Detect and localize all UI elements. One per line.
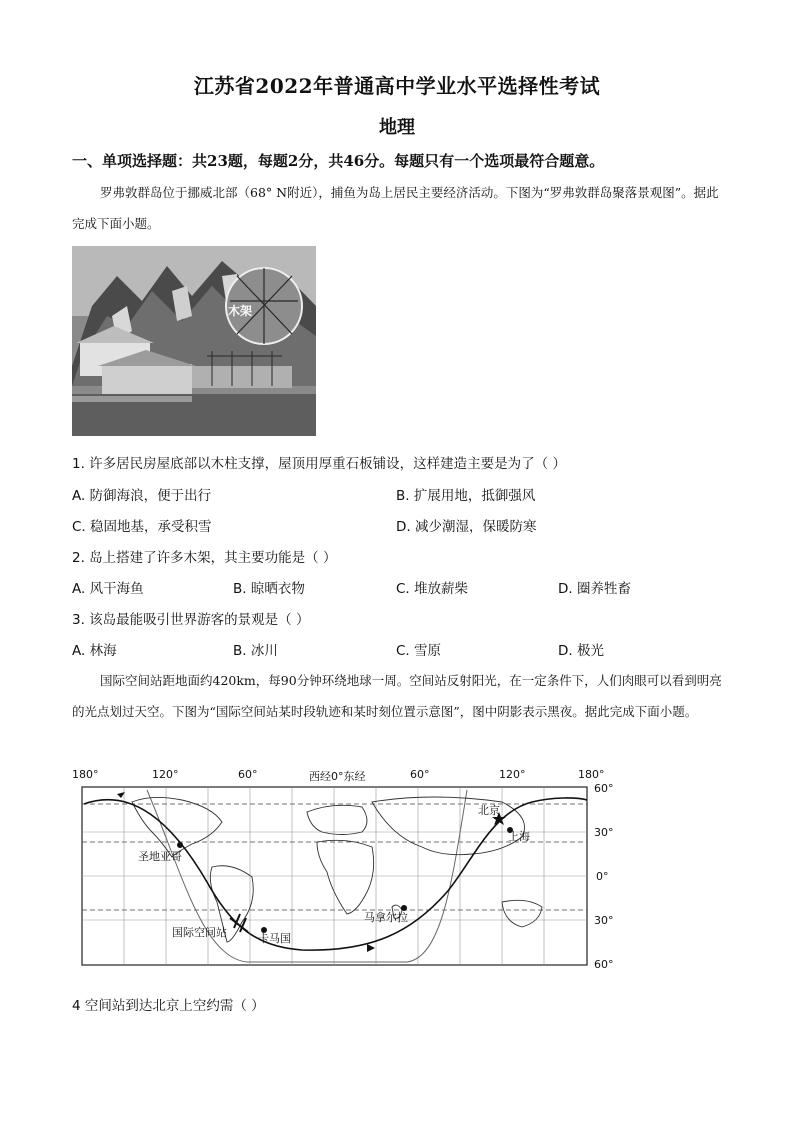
q2-option-c: C. 堆放薪柴	[396, 581, 469, 597]
q2-option-d: D. 圈养牲畜	[558, 581, 631, 597]
place-madagascar: 马拿尔拉	[364, 911, 408, 924]
place-iss: 国际空间站	[172, 926, 227, 939]
lofoten-settlement-photo	[72, 246, 316, 436]
q1-option-a: A. 防御海浪，便于出行	[72, 488, 212, 504]
q1-stem: 1. 许多居民房屋底部以木柱支撑，屋顶用厚重石板铺设，这样建造主要是为了（ ）	[72, 456, 566, 472]
lon-label: 180°	[72, 768, 99, 781]
photo-label-wooden-rack: 木架	[228, 304, 253, 318]
q1-option-c: C. 稳固地基，承受积雪	[72, 519, 212, 535]
lon-label: 120°	[499, 768, 526, 781]
map-longitude-labels	[72, 768, 612, 782]
passage-lofoten: 罗弗敦群岛位于挪威北部（68° N附近），捕鱼为岛上居民主要经济活动。下图为“罗弗敦群岛聚落景观图”。据此完成下面小题。	[72, 185, 719, 231]
q3-stem: 3. 该岛最能吸引世界游客的景观是（ ）	[72, 612, 310, 628]
q3-option-d: D. 极光	[558, 643, 604, 659]
lon-label: 120°	[152, 768, 179, 781]
place-santiago: 圣地亚哥	[138, 850, 182, 863]
q3-option-a: A. 林海	[72, 643, 117, 659]
lat-label: 30°	[594, 914, 614, 927]
q4-stem: 4 空间站到达北京上空约需（ ）	[72, 998, 265, 1014]
lon-label: 180°	[578, 768, 605, 781]
lat-label: 60°	[594, 958, 614, 971]
lon-label: 西经0°东经	[309, 770, 366, 783]
iss-trajectory-map	[72, 782, 622, 974]
q2-option-a: A. 风干海鱼	[72, 581, 144, 597]
q2-option-b: B. 晾晒衣物	[233, 581, 305, 597]
q2-stem: 2. 岛上搭建了许多木架，其主要功能是（ ）	[72, 550, 337, 566]
lon-label: 60°	[410, 768, 430, 781]
place-beijing: 北京	[478, 804, 500, 817]
lat-label: 60°	[594, 782, 614, 795]
lat-label: 30°	[594, 826, 614, 839]
lon-label: 60°	[238, 768, 258, 781]
q1-option-b: B. 扩展用地，抵御强风	[396, 488, 536, 504]
q3-option-b: B. 冰川	[233, 643, 278, 659]
section-heading: 一、单项选择题：共23题，每题2分，共46分。每题只有一个选项最符合题意。	[72, 152, 605, 170]
q3-option-c: C. 雪原	[396, 643, 442, 659]
q1-option-d: D. 减少潮湿，保暖防寒	[396, 519, 537, 535]
place-karma: 卡马国	[258, 932, 291, 945]
passage-iss: 国际空间站距地面约420km，每90分钟环绕地球一周。空间站反射阳光，在一定条件下，人们肉眼可以看到明亮的光点划过天空。下图为“国际空间站某时段轨迹和某时刻位置示意图”，图中阴影表示黑夜。据此完成下面小题。	[72, 673, 722, 719]
exam-title: 江苏省2022年普通高中学业水平选择性考试	[193, 74, 601, 98]
place-shanghai: 上海	[508, 830, 530, 843]
exam-subject: 地理	[379, 117, 415, 138]
lat-label: 0°	[596, 870, 609, 883]
